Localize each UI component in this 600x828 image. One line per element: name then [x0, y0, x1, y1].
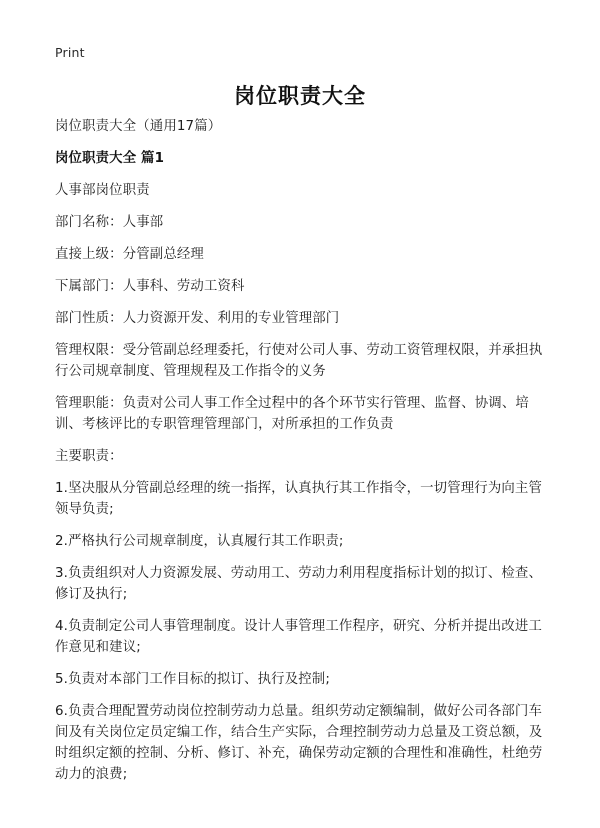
paragraph: 下属部门：人事科、劳动工资科 [55, 279, 245, 294]
list-item: 2.严格执行公司规章制度，认真履行其工作职责; [55, 534, 344, 549]
paragraph-subtitle: 岗位职责大全（通用17篇） [55, 119, 222, 134]
paragraph: 人事部岗位职责 [55, 183, 150, 198]
document-body [55, 116, 555, 796]
paragraph: 部门性质：人力资源开发、利用的专业管理部门 [55, 311, 340, 326]
paragraph: 部门名称：人事部 [55, 215, 164, 230]
paragraph: 主要职责： [55, 449, 123, 464]
list-item: 3.负责组织对人力资源发展、劳动用工、劳动力利用程度指标计划的拟订、检查、修订及执行; [55, 566, 542, 602]
list-item: 6.负责合理配置劳动岗位控制劳动力总量。组织劳动定额编制，做好公司各部门车间及有关岗位定员定编工作，结合生产实际，合理控制劳动力总量及工资总额，及时组织定额的控制、分析、修订、补充，确保劳动定额的合理性和准确性，杜绝劳动力的浪费; [55, 704, 543, 782]
section-heading: 岗位职责大全 篇1 [55, 151, 165, 166]
paragraph: 管理职能：负责对公司人事工作全过程中的各个环节实行管理、监督、协调、培训、考核评比的专职管理管理部门，对所承担的工作负责 [55, 396, 529, 432]
list-item: 4.负责制定公司人事管理制度。设计人事管理工作程序，研究、分析并提出改进工作意见和建议; [55, 619, 542, 655]
document-title: 岗位职责大全 [234, 84, 366, 108]
print-button[interactable]: Print [55, 45, 85, 60]
list-item: 1.坚决服从分管副总经理的统一指挥，认真执行其工作指令，一切管理行为向主管领导负责; [55, 481, 542, 517]
paragraph: 管理权限：受分管副总经理委托，行使对公司人事、劳动工资管理权限，并承担执行公司规章制度、管理规程及工作指令的义务 [55, 343, 543, 379]
paragraph: 直接上级：分管副总经理 [55, 247, 204, 262]
list-item: 5.负责对本部门工作目标的拟订、执行及控制; [55, 672, 331, 687]
